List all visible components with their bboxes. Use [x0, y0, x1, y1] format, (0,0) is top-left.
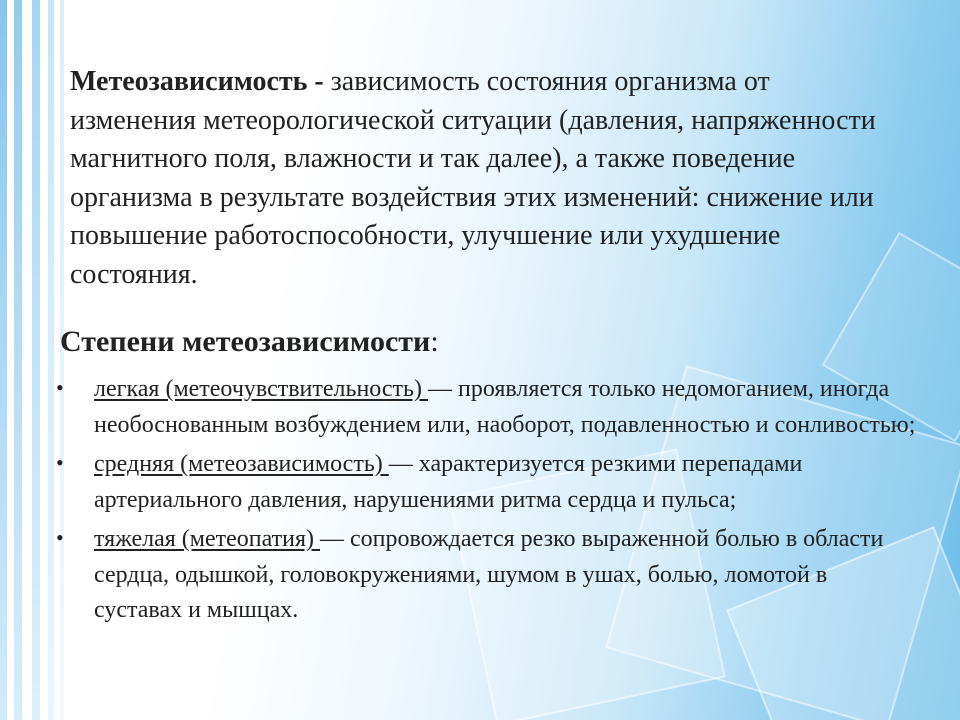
degrees-heading	[60, 323, 439, 361]
list-item	[56, 522, 916, 629]
degree-description: — сопровождается резко выраженной болью в области сердца, одышкой, головокружениями, шумом в ушах, болью, ломотой в суставах и мышцах.	[94, 526, 884, 623]
list-item	[56, 447, 916, 518]
bullet-icon: •	[56, 375, 64, 400]
degree-name: легкая (метеочувствительность)	[94, 376, 428, 402]
degrees-list	[56, 372, 916, 629]
definition-text: зависимость состояния организма от изменения метеорологической ситуации (давления, напряженности магнитного поля, влажности и так далее), а также поведение организма в результате воздействия этих изменений: снижение или повышение работоспособности, улучшение или ухудшение состояния.	[70, 66, 876, 290]
degree-description: — характеризуется резкими перепадами артериального давления, нарушениями ритма сердца и пульса;	[94, 451, 803, 513]
degrees-title: Степени метеозависимости	[60, 325, 431, 358]
definition-paragraph	[70, 63, 900, 294]
definition-term: Метеозависимость -	[70, 66, 324, 97]
list-item	[56, 372, 916, 443]
degrees-title-colon: :	[430, 325, 439, 358]
bullet-icon: •	[56, 525, 64, 550]
degree-name: средняя (метеозависимость)	[94, 451, 389, 477]
degree-name: тяжелая (метеопатия)	[94, 526, 321, 552]
bullet-icon: •	[56, 450, 64, 475]
degree-description: — проявляется только недомоганием, иногда необоснованным возбуждением или, наоборот, подавленностью и сонливостью;	[94, 376, 916, 438]
